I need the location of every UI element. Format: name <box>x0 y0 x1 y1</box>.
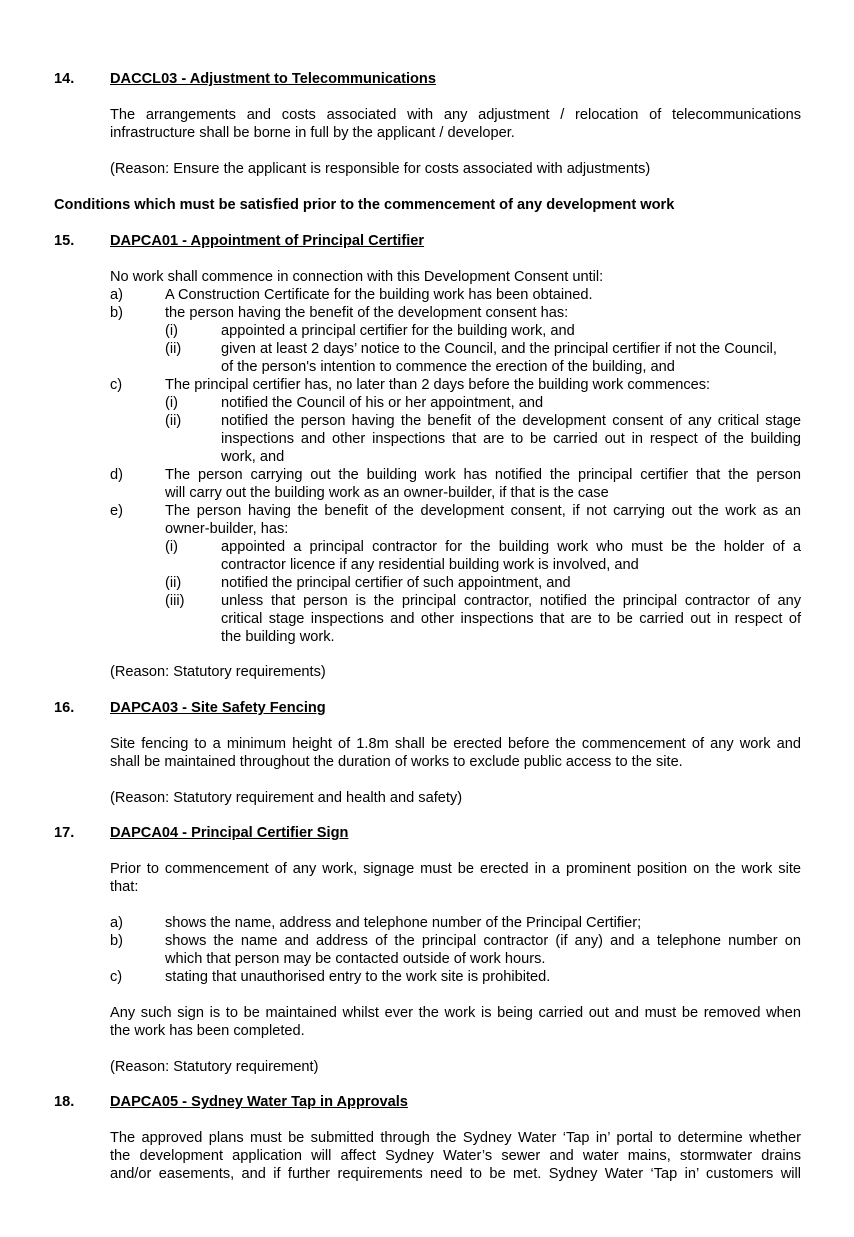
s15-e-ii-text: notified the principal certifier of such appointment, and <box>221 575 571 591</box>
s15-e-iii-label: (iii) <box>165 593 185 609</box>
s15-d-text-line-1: The person carrying out the building work has notified the principal certifier that the person <box>165 467 801 483</box>
s15-e-iii-text-line-2: critical stage inspections and other inspections that are to be carried out in respect of <box>221 611 801 627</box>
condition-title-18: DAPCA05 - Sydney Water Tap in Approvals <box>110 1094 408 1110</box>
s15-b-ii-text-line-1: given at least 2 days’ notice to the Council, and the principal certifier if not the Council, <box>221 341 777 357</box>
s18-paragraph-line-3: and/or easements, and if further requirements need to be met. Sydney Water ‘Tap in’ customers will <box>110 1166 801 1182</box>
s17-a-label: a) <box>110 915 123 931</box>
s14-paragraph-line-1: The arrangements and costs associated with any adjustment / relocation of telecommunications <box>110 107 801 123</box>
s14-paragraph-line-2: infrastructure shall be borne in full by the applicant / developer. <box>110 125 515 141</box>
s15-c-i-text: notified the Council of his or her appointment, and <box>221 395 544 411</box>
s17-b-label: b) <box>110 933 123 949</box>
s15-e-i-text-line-1: appointed a principal contractor for the building work who must be the holder of a <box>221 539 801 555</box>
s15-intro: No work shall commence in connection with this Development Consent until: <box>110 269 604 285</box>
condition-number-17: 17. <box>54 825 75 841</box>
condition-number-16: 16. <box>54 700 75 716</box>
section-heading: Conditions which must be satisfied prior to the commencement of any development work <box>54 197 675 213</box>
s15-c-ii-text-line-1: notified the person having the benefit of the development consent of any critical stage <box>221 413 801 429</box>
s17-paragraph-line-2: the work has been completed. <box>110 1023 305 1039</box>
s15-c-label: c) <box>110 377 123 393</box>
s15-c-ii-label: (ii) <box>165 413 182 429</box>
condition-title-17: DAPCA04 - Principal Certifier Sign <box>110 825 349 841</box>
condition-title-15: DAPCA01 - Appointment of Principal Certifier <box>110 233 425 249</box>
condition-number-14: 14. <box>54 71 75 87</box>
s15-e-ii-label: (ii) <box>165 575 182 591</box>
s15-c-ii-text-line-2: inspections and other inspections that are to be carried out in respect of the building <box>221 431 801 447</box>
s15-b-text: the person having the benefit of the development consent has: <box>165 305 569 321</box>
condition-number-18: 18. <box>54 1094 75 1110</box>
s15-b-i-label: (i) <box>165 323 178 339</box>
s15-e-iii-text-line-3: the building work. <box>221 629 335 645</box>
s17-intro-line-2: that: <box>110 879 139 895</box>
s16-paragraph-line-1: Site fencing to a minimum height of 1.8m shall be erected before the commencement of any work and <box>110 736 801 752</box>
s15-a-text: A Construction Certificate for the building work has been obtained. <box>165 287 593 303</box>
s17-b-text-line-2: which that person may be contacted outside of work hours. <box>165 951 546 967</box>
s17-c-text: stating that unauthorised entry to the work site is prohibited. <box>165 969 551 985</box>
s15-a-label: a) <box>110 287 123 303</box>
s15-b-ii-text-line-2: of the person's intention to commence the erection of the building, and <box>221 359 675 375</box>
s15-e-iii-text-line-1: unless that person is the principal contractor, notified the principal contractor of any <box>221 593 801 609</box>
s15-b-label: b) <box>110 305 123 321</box>
s15-d-label: d) <box>110 467 123 483</box>
s15-reason: (Reason: Statutory requirements) <box>110 664 326 680</box>
condition-number-15: 15. <box>54 233 75 249</box>
s15-b-i-text: appointed a principal certifier for the building work, and <box>221 323 575 339</box>
s14-reason: (Reason: Ensure the applicant is responsible for costs associated with adjustments) <box>110 161 651 177</box>
s15-c-text: The principal certifier has, no later than 2 days before the building work commences: <box>165 377 711 393</box>
s17-c-label: c) <box>110 969 123 985</box>
s17-a-text: shows the name, address and telephone number of the Principal Certifier; <box>165 915 642 931</box>
s15-e-i-text-line-2: contractor licence if any residential building work is involved, and <box>221 557 639 573</box>
s17-paragraph-line-1: Any such sign is to be maintained whilst ever the work is being carried out and must be removed when <box>110 1005 801 1021</box>
s17-reason: (Reason: Statutory requirement) <box>110 1059 319 1075</box>
condition-title-14: DACCL03 - Adjustment to Telecommunications <box>110 71 436 87</box>
s15-e-text-line-1: The person having the benefit of the development consent, if not carrying out the work as an <box>165 503 801 519</box>
s15-c-ii-text-line-3: work, and <box>221 449 285 465</box>
s16-paragraph-line-2: shall be maintained throughout the duration of works to exclude public access to the site. <box>110 754 683 770</box>
s17-b-text-line-1: shows the name and address of the principal contractor (if any) and a telephone number on <box>165 933 801 949</box>
s17-intro-line-1: Prior to commencement of any work, signage must be erected in a prominent position on the work site <box>110 861 801 877</box>
s15-e-text-line-2: owner-builder, has: <box>165 521 289 537</box>
s15-e-label: e) <box>110 503 123 519</box>
s15-d-text-line-2: will carry out the building work as an owner-builder, if that is the case <box>165 485 609 501</box>
s16-reason: (Reason: Statutory requirement and health and safety) <box>110 790 463 806</box>
s18-paragraph-line-2: the development application will affect Sydney Water’s sewer and water mains, stormwater drains <box>110 1148 801 1164</box>
condition-title-16: DAPCA03 - Site Safety Fencing <box>110 700 326 716</box>
s18-paragraph-line-1: The approved plans must be submitted through the Sydney Water ‘Tap in’ portal to determine whether <box>110 1130 801 1146</box>
s15-b-ii-label: (ii) <box>165 341 182 357</box>
s15-c-i-label: (i) <box>165 395 178 411</box>
s15-e-i-label: (i) <box>165 539 178 555</box>
